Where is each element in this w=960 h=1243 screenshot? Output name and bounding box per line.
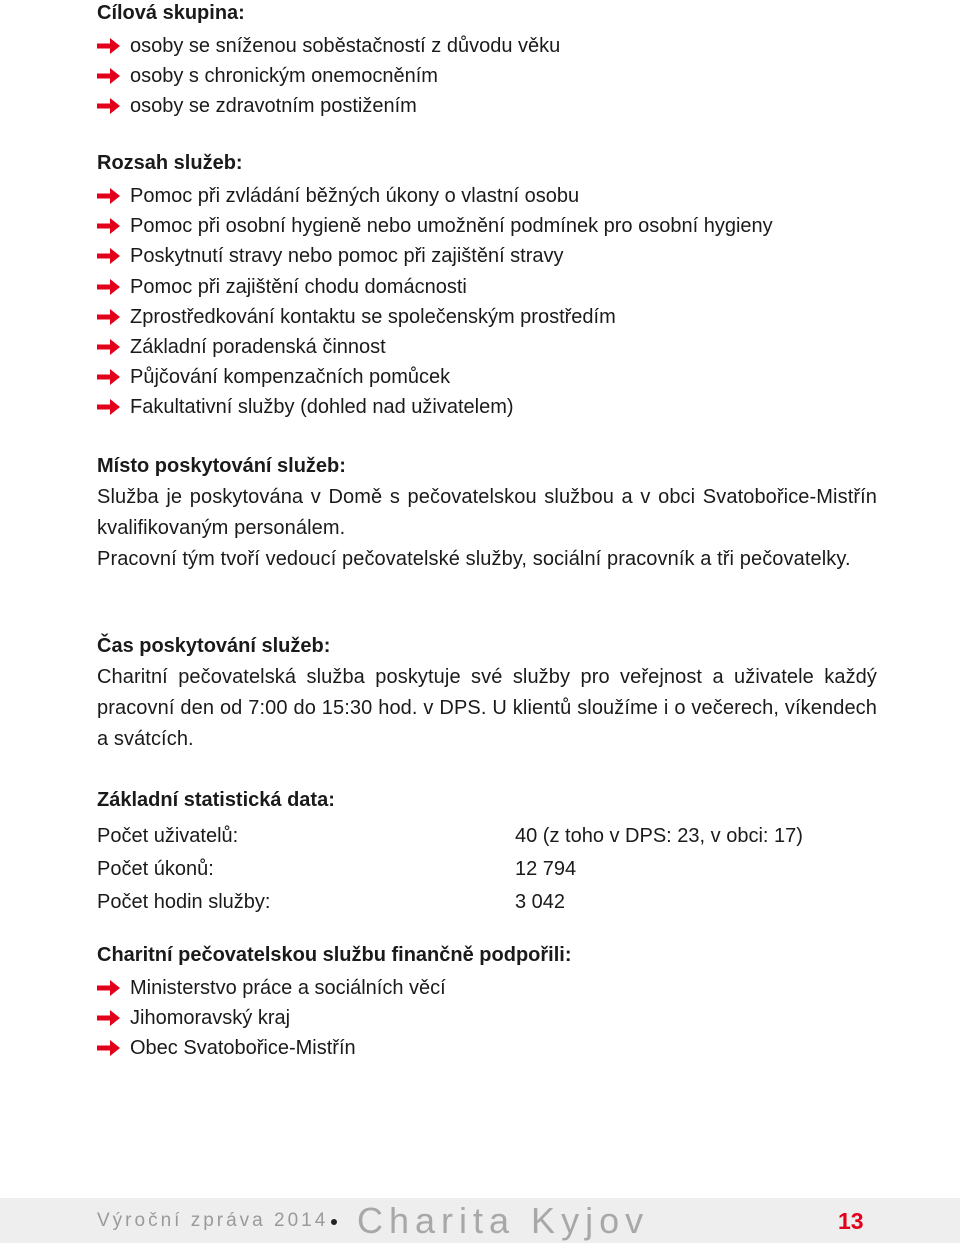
target-group-section	[97, 1, 877, 122]
services-heading: Rozsah služeb:	[97, 152, 243, 174]
list-item-label: Půjčování kompenzačních pomůcek	[130, 366, 451, 389]
services-section	[97, 151, 877, 423]
list-item-label: Pomoc při zajištění chodu domácnosti	[130, 275, 467, 298]
list-item	[97, 211, 877, 241]
arrow-right-icon	[97, 1008, 121, 1028]
list-item-label: osoby se zdravotním postižením	[130, 95, 417, 118]
list-item-label: Poskytnutí stravy nebo pomoc při zajištění stravy	[130, 245, 564, 268]
supporters-heading: Charitní pečovatelskou službu finančně podpořili:	[97, 944, 572, 966]
arrow-right-icon	[97, 1038, 121, 1058]
location-paragraph-1: Služba je poskytována v Domě s pečovatelskou službou a v obci Svatobořice-Mistřín kvalifikovaným personálem.	[97, 486, 877, 539]
arrow-right-icon	[97, 186, 121, 206]
list-item-label: Jihomoravský kraj	[130, 1007, 291, 1030]
list-item-label: Základní poradenská činnost	[130, 336, 386, 359]
target-group-list	[97, 31, 877, 122]
list-item	[97, 332, 877, 362]
list-item	[97, 61, 877, 91]
arrow-right-icon	[97, 307, 121, 327]
list-item	[97, 181, 877, 211]
list-item-label: Ministerstvo práce a sociálních věcí	[130, 977, 446, 1000]
stat-label: Počet úkonů:	[97, 858, 214, 880]
supporters-section	[97, 943, 877, 1064]
statistics-section	[97, 788, 877, 919]
list-item-label: osoby se sníženou soběstačností z důvodu věku	[130, 35, 561, 58]
arrow-right-icon	[97, 337, 121, 357]
list-item	[97, 1003, 877, 1033]
target-group-heading: Cílová skupina:	[97, 2, 245, 24]
location-section	[97, 454, 877, 575]
list-item	[97, 91, 877, 121]
list-item-label: osoby s chronickým onemocněním	[130, 65, 438, 88]
arrow-right-icon	[97, 96, 121, 116]
list-item	[97, 973, 877, 1003]
services-list	[97, 181, 877, 423]
list-item-label: Pomoc při osobní hygieně nebo umožnění podmínek pro osobní hygieny	[130, 215, 773, 238]
list-item	[97, 31, 877, 61]
stat-label: Počet hodin služby:	[97, 891, 271, 913]
page-number: 13	[838, 1208, 864, 1234]
list-item	[97, 272, 877, 302]
supporters-list	[97, 973, 877, 1064]
location-paragraph-2: Pracovní tým tvoří vedoucí pečovatelské služby, sociální pracovník a tři pečovatelky.	[97, 548, 851, 570]
brand-name: Charita Kyjov	[357, 1200, 650, 1241]
table-row	[97, 820, 877, 853]
page-footer	[0, 1198, 960, 1243]
time-heading: Čas poskytování služeb:	[97, 635, 331, 657]
arrow-right-icon	[97, 978, 121, 998]
arrow-right-icon	[97, 36, 121, 56]
list-item-label: Pomoc při zvládání běžných úkony o vlastní osobu	[130, 185, 580, 208]
list-item-label: Fakultativní služby (dohled nad uživatelem)	[130, 396, 514, 419]
arrow-right-icon	[97, 246, 121, 266]
list-item-label: Obec Svatobořice-Mistřín	[130, 1037, 356, 1060]
list-item-label: Zprostředkování kontaktu se společenským prostředím	[130, 305, 616, 328]
arrow-right-icon	[97, 216, 121, 236]
list-item	[97, 241, 877, 271]
annual-report-label: Výroční zpráva 2014	[97, 1210, 329, 1231]
stat-value: 3 042	[515, 891, 566, 913]
time-section	[97, 634, 877, 755]
list-item	[97, 392, 877, 422]
stat-value: 40 (z toho v DPS: 23, v obci: 17)	[515, 825, 803, 847]
table-row	[97, 853, 877, 886]
arrow-right-icon	[97, 66, 121, 86]
statistics-heading: Základní statistická data:	[97, 789, 335, 811]
stat-label: Počet uživatelů:	[97, 825, 239, 847]
location-heading: Místo poskytování služeb:	[97, 455, 346, 477]
list-item	[97, 302, 877, 332]
arrow-right-icon	[97, 367, 121, 387]
arrow-right-icon	[97, 397, 121, 417]
list-item	[97, 1033, 877, 1063]
statistics-table	[97, 820, 877, 919]
list-item	[97, 362, 877, 392]
table-row	[97, 886, 877, 919]
arrow-right-icon	[97, 277, 121, 297]
time-paragraph: Charitní pečovatelská služba poskytuje své služby pro veřejnost a uživatele každý pracovní den od 7:00 do 15:30 hod. v DPS. U klientů sloužíme i o večerech, víkendech a svátcích.	[97, 666, 877, 750]
bullet-dot-icon	[331, 1219, 337, 1225]
stat-value: 12 794	[515, 858, 577, 880]
